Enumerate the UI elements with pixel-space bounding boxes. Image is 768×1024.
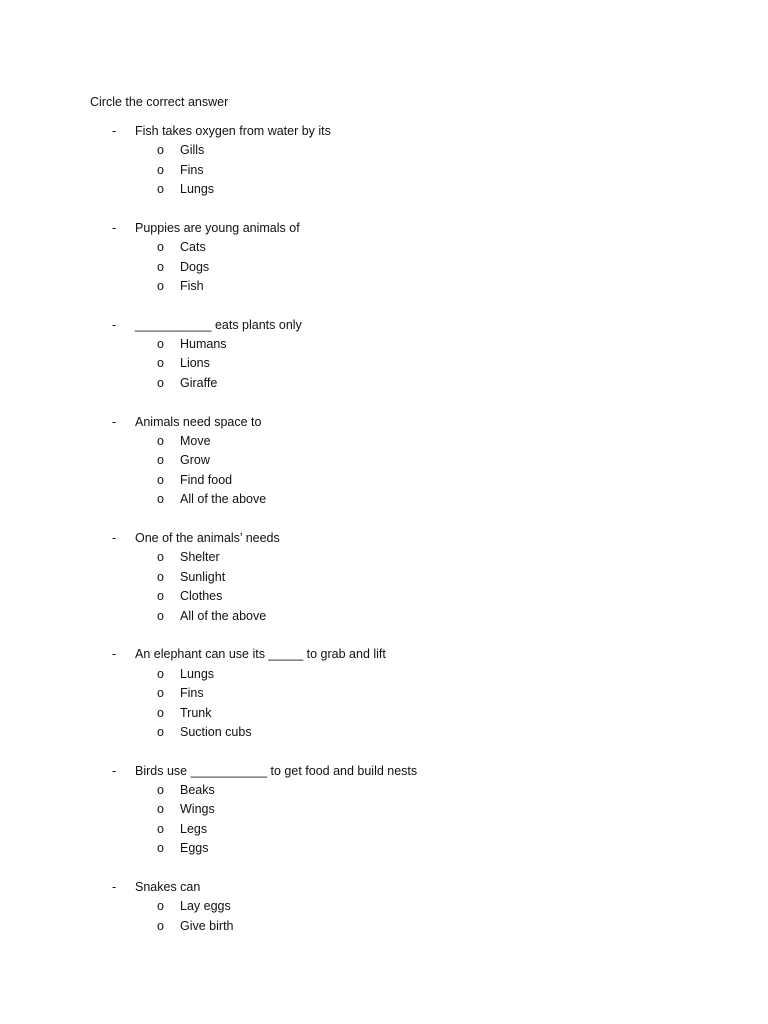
option-list [0, 238, 768, 297]
option-list [0, 665, 768, 743]
question-dash: - [112, 763, 117, 778]
option-bullet: o [157, 162, 164, 177]
answer-option[interactable] [0, 548, 768, 568]
option-list [0, 548, 768, 626]
option-bullet: o [157, 608, 164, 623]
answer-option[interactable] [0, 568, 768, 588]
question-text: An elephant can use its _____ to grab and lift [135, 647, 386, 662]
option-text: Wings [180, 802, 215, 817]
question-line [0, 316, 768, 335]
question-item [0, 645, 768, 742]
question-dash: - [112, 531, 117, 545]
answer-option[interactable] [0, 839, 768, 859]
option-text: Cats [180, 240, 206, 255]
option-text: Sunlight [180, 569, 226, 584]
answer-option[interactable] [0, 490, 768, 510]
option-bullet: o [157, 472, 164, 487]
answer-option[interactable] [0, 374, 768, 394]
question-text: Animals need space to [135, 414, 262, 429]
answer-option[interactable] [0, 161, 768, 181]
option-bullet: o [157, 802, 164, 817]
question-item [0, 219, 768, 297]
option-text: Grow [180, 453, 210, 468]
question-text: One of the animals’ needs [135, 531, 280, 545]
option-bullet: o [157, 550, 164, 565]
answer-option[interactable] [0, 180, 768, 200]
option-text: Gills [180, 143, 205, 158]
question-item [0, 122, 768, 200]
answer-option[interactable] [0, 665, 768, 685]
option-text: Giraffe [180, 375, 218, 390]
answer-option[interactable] [0, 587, 768, 607]
option-bullet: o [157, 918, 164, 933]
option-list [0, 897, 768, 936]
question-text: Fish takes oxygen from water by its [135, 124, 331, 138]
answer-option[interactable] [0, 704, 768, 724]
option-bullet: o [157, 492, 164, 507]
answer-option[interactable] [0, 800, 768, 820]
option-text: Find food [180, 472, 233, 487]
option-text: All of the above [180, 492, 267, 507]
answer-option[interactable] [0, 917, 768, 937]
question-line [0, 645, 768, 664]
option-text: Fins [180, 162, 204, 177]
question-line [0, 762, 768, 781]
option-list [0, 781, 768, 859]
option-text: Fish [180, 279, 204, 294]
option-text: Give birth [180, 918, 234, 933]
answer-option[interactable] [0, 335, 768, 355]
answer-option[interactable] [0, 277, 768, 297]
question-item [0, 413, 768, 510]
answer-option[interactable] [0, 607, 768, 627]
question-line [0, 878, 768, 897]
question-item [0, 762, 768, 859]
answer-option[interactable] [0, 451, 768, 471]
option-bullet: o [157, 686, 164, 701]
option-bullet: o [157, 279, 164, 294]
option-text: Legs [180, 821, 208, 836]
option-text: Fins [180, 686, 204, 701]
option-bullet: o [157, 782, 164, 797]
question-line [0, 529, 768, 548]
answer-option[interactable] [0, 354, 768, 374]
option-bullet: o [157, 899, 164, 914]
answer-option[interactable] [0, 238, 768, 258]
question-dash: - [112, 880, 117, 895]
answer-option[interactable] [0, 471, 768, 491]
answer-option[interactable] [0, 820, 768, 840]
option-bullet: o [157, 375, 164, 390]
option-bullet: o [157, 589, 164, 604]
answer-option[interactable] [0, 781, 768, 801]
option-bullet: o [157, 569, 164, 584]
option-bullet: o [157, 725, 164, 740]
option-text: Eggs [180, 841, 209, 856]
option-bullet: o [157, 240, 164, 255]
worksheet-instruction: Circle the correct answer [90, 95, 229, 109]
question-dash: - [112, 414, 117, 429]
question-item [0, 316, 768, 394]
option-bullet: o [157, 259, 164, 274]
option-text: Suction cubs [180, 725, 252, 740]
option-bullet: o [157, 433, 164, 448]
option-bullet: o [157, 453, 164, 468]
question-item [0, 529, 768, 626]
option-text: Humans [180, 336, 227, 351]
question-dash: - [112, 647, 117, 662]
option-list [0, 141, 768, 200]
question-line [0, 219, 768, 238]
answer-option[interactable] [0, 723, 768, 743]
option-bullet: o [157, 821, 164, 836]
option-bullet: o [157, 356, 164, 371]
option-text: Shelter [180, 550, 220, 565]
option-bullet: o [157, 182, 164, 197]
answer-option[interactable] [0, 258, 768, 278]
option-bullet: o [157, 705, 164, 720]
answer-option[interactable] [0, 141, 768, 161]
answer-option[interactable] [0, 897, 768, 917]
option-text: Clothes [180, 589, 223, 604]
question-dash: - [112, 220, 117, 235]
option-text: Lay eggs [180, 899, 231, 914]
answer-option[interactable] [0, 684, 768, 704]
option-text: Beaks [180, 782, 215, 797]
question-line [0, 122, 768, 141]
question-dash: - [112, 317, 117, 332]
option-text: Lungs [180, 182, 215, 197]
question-text: ___________ eats plants only [135, 317, 302, 332]
question-text: Puppies are young animals of [135, 220, 300, 235]
option-bullet: o [157, 143, 164, 158]
answer-option[interactable] [0, 432, 768, 452]
question-item [0, 878, 768, 936]
question-list [0, 122, 768, 956]
option-text: Dogs [180, 259, 210, 274]
question-text: Snakes can [135, 880, 201, 895]
option-text: Lions [180, 356, 210, 371]
question-dash: - [112, 124, 117, 138]
option-text: Move [180, 433, 211, 448]
option-bullet: o [157, 666, 164, 681]
question-line [0, 413, 768, 432]
option-text: All of the above [180, 608, 267, 623]
question-text: Birds use ___________ to get food and build nests [135, 763, 418, 778]
option-text: Lungs [180, 666, 215, 681]
option-list [0, 432, 768, 510]
option-bullet: o [157, 336, 164, 351]
option-text: Trunk [180, 705, 212, 720]
option-bullet: o [157, 841, 164, 856]
option-list [0, 335, 768, 394]
